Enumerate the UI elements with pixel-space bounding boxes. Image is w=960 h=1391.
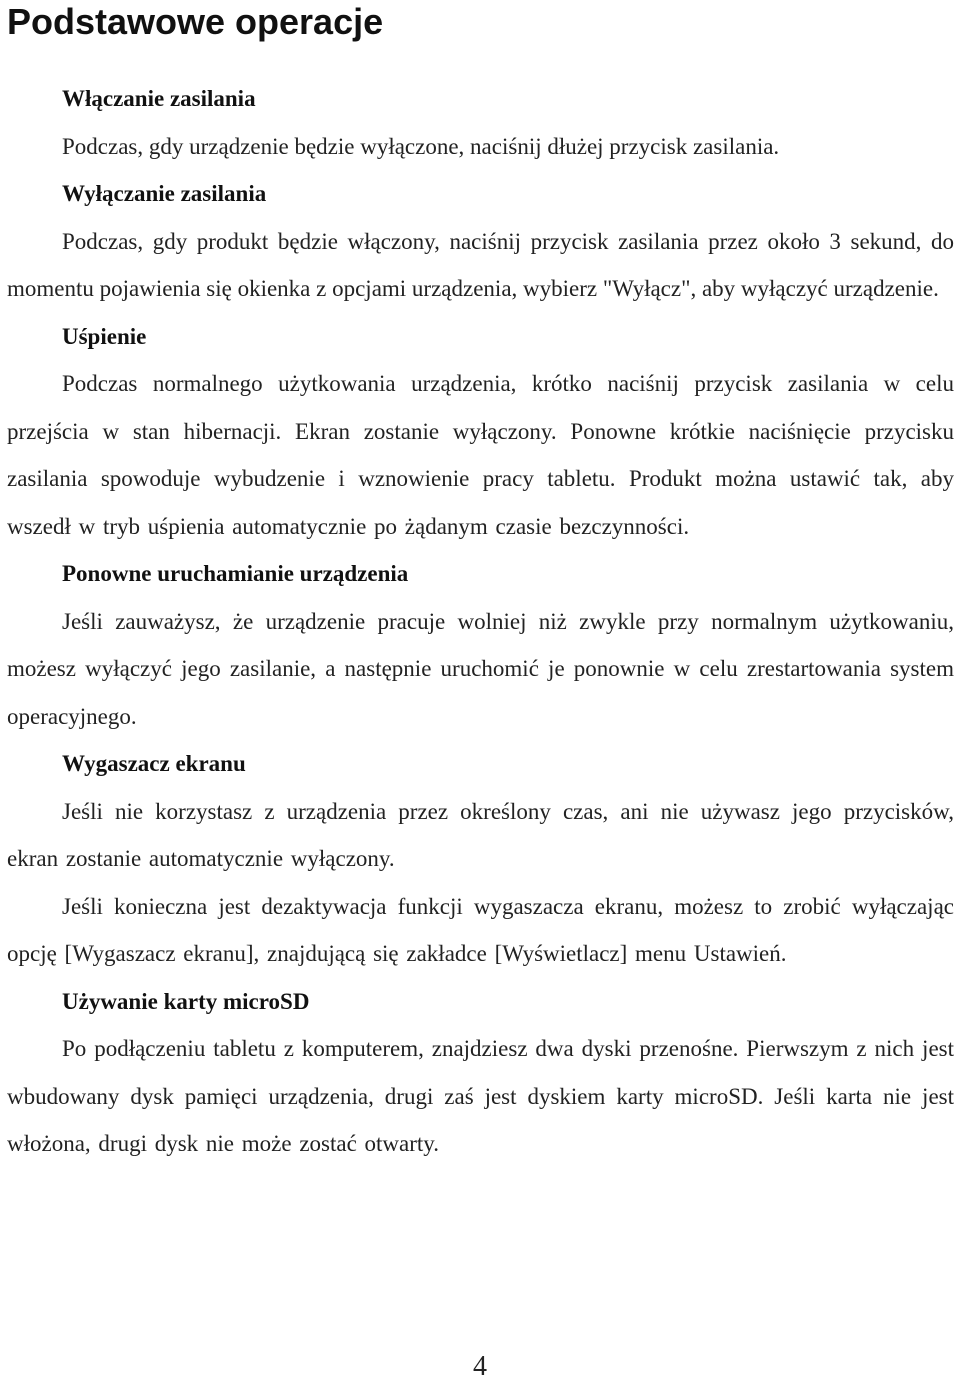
section-power-off [7, 170, 954, 313]
section-screensaver [7, 740, 954, 978]
section-paragraph: Po podłączeniu tabletu z komputerem, znajdziesz dwa dyski przenośne. Pierwszym z nich jest wbudowany dysk pamięci urządzenia, drugi zaś jest dyskiem karty microSD. Jeśli karta nie jest włożona, drugi dysk nie może zostać otwarty. [7, 1036, 954, 1156]
section-paragraph: Jeśli nie korzystasz z urządzenia przez określony czas, ani nie używasz jego przycisków, ekran zostanie automatycznie wyłączony. [7, 798, 954, 871]
section-heading: Włączanie zasilania [62, 86, 256, 111]
section-paragraph: Jeśli konieczna jest dezaktywacja funkcji wygaszacza ekranu, możesz to zrobić wyłączając opcję [Wygaszacz ekranu], znajdującą się zakładce [Wyświetlacz] menu Ustawień. [7, 893, 954, 966]
section-power-on [7, 75, 954, 170]
section-paragraph: Podczas, gdy produkt będzie włączony, naciśnij przycisk zasilania przez około 3 sekund, do momentu pojawienia się okienka z opcjami urządzenia, wybierz "Wyłącz", aby wyłączyć urządzenie. [7, 228, 954, 301]
section-paragraph: Podczas normalnego użytkowania urządzenia, krótko naciśnij przycisk zasilania w celu przejścia w stan hibernacji. Ekran zostanie wyłączony. Ponowne krótkie naciśnięcie przycisku zasilania spowoduje wybudzenie i wznowienie pracy tabletu. Produkt można ustawić tak, aby wszedł w tryb uśpienia automatycznie po żądanym czasie bezczynności. [7, 371, 954, 539]
page-title: Podstawowe operacje [7, 1, 384, 42]
section-microsd [7, 978, 954, 1168]
page-content [7, 75, 954, 1168]
section-heading: Wygaszacz ekranu [62, 751, 246, 776]
section-heading: Wyłączanie zasilania [62, 181, 267, 206]
section-heading: Ponowne uruchamianie urządzenia [62, 561, 409, 586]
page-number: 4 [473, 1351, 487, 1382]
section-restart [7, 550, 954, 740]
section-heading: Uśpienie [62, 323, 147, 349]
section-sleep [7, 313, 954, 551]
section-paragraph: Jeśli zauważysz, że urządzenie pracuje wolniej niż zwykle przy normalnym użytkowaniu, możesz wyłączyć jego zasilanie, a następnie uruchomić je ponownie w celu zrestartowania system operacyjnego. [7, 608, 954, 729]
section-paragraph: Podczas, gdy urządzenie będzie wyłączone, naciśnij dłużej przycisk zasilania. [62, 133, 780, 159]
section-heading: Używanie karty microSD [62, 988, 310, 1014]
